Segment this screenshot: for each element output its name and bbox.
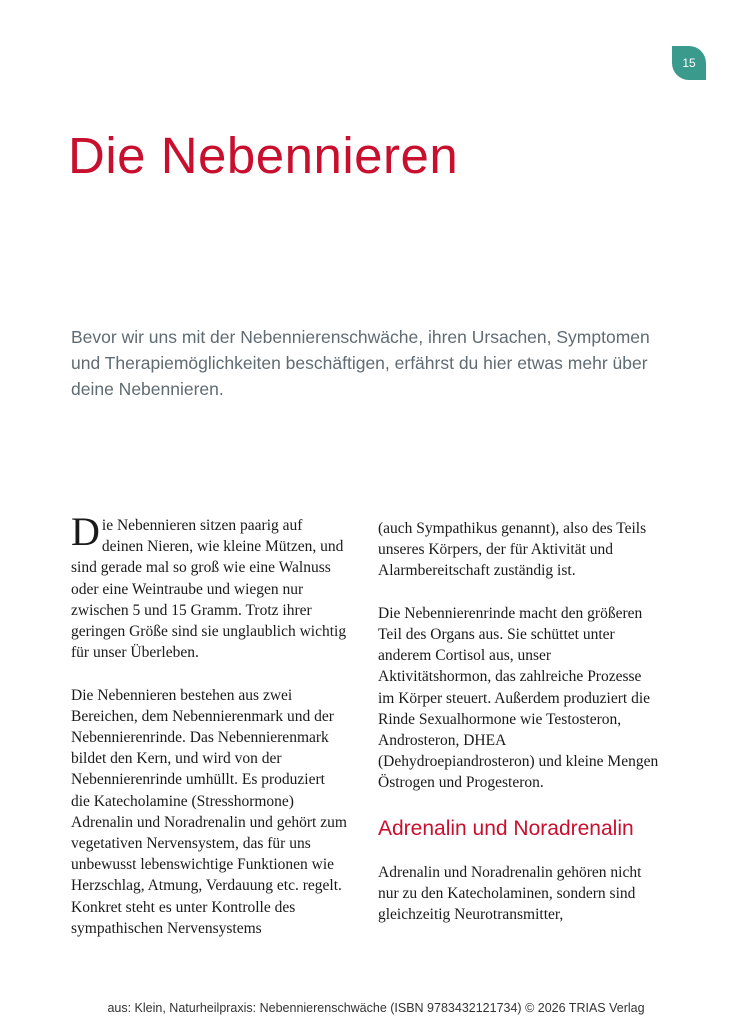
paragraph-4: Die Nebennierenrinde macht den größeren Teil des Organs aus. Sie schüttet unter anderem Cortisol aus, unser Aktivitätshormon, das zahlreiche Prozesse im Körper steuert. Außerdem produziert die Rinde Sexualhormone wie Testosteron, Androsteron, DHEA (Dehydroepiandrosteron) und kleine Mengen Östrogen und Progesteron. [378, 604, 659, 792]
footer-citation: aus: Klein, Naturheilpraxis: Nebennierenschwäche (ISBN 9783432121734) © 2026 TRIAS Verlag [107, 1001, 645, 1015]
left-column [71, 509, 347, 960]
paragraph-2: Die Nebennieren bestehen aus zwei Bereichen, dem Nebennierenmark und der Nebennierenrinde. Das Nebennierenmark bildet den Kern, und wird von der Nebennierenrinde umhüllt. Es produziert die Katecholamine (Stresshormone) Adrenalin und Noradrenalin und gehört zum vegetativen Nervensystem, das für uns unbewusst lebenswichtige Funktionen wie Herzschlag, Atmung, Verdauung etc. regelt. Konkret steht es unter Kontrolle des sympathischen Nervensystems [71, 686, 347, 937]
page-number-badge: 15 [672, 46, 706, 80]
section-heading: Adrenalin und Noradrenalin [378, 816, 634, 840]
paragraph-1 [71, 509, 347, 663]
paragraph-1-text: ie Nebennieren sitzen paarig auf deinen Nieren, wie kleine Mützen, und sind gerade mal so groß wie eine Walnuss oder eine Weintraube und wiegen nur zwischen 5 und 15 Gramm. Trotz ihrer geringen Größe sind sie unglaublich wichtig für unser Überleben. [71, 517, 347, 662]
right-column [378, 518, 660, 946]
intro-paragraph: Bevor wir uns mit der Nebennierenschwäche, ihren Ursachen, Symptomen und Therapiemöglichkeiten beschäftigen, erfährst du hier etwas mehr über deine Nebennieren. [71, 327, 650, 399]
paragraph-3: (auch Sympathikus genannt), also des Teils unseres Körpers, der für Aktivität und Alarmbereitschaft zuständig ist. [378, 520, 647, 580]
page-title: Die Nebennieren [68, 127, 459, 184]
paragraph-5: Adrenalin und Noradrenalin gehören nicht nur zu den Katecholaminen, sondern sind gleichzeitig Neurotransmitter, [378, 863, 642, 924]
drop-cap: D [71, 509, 100, 554]
